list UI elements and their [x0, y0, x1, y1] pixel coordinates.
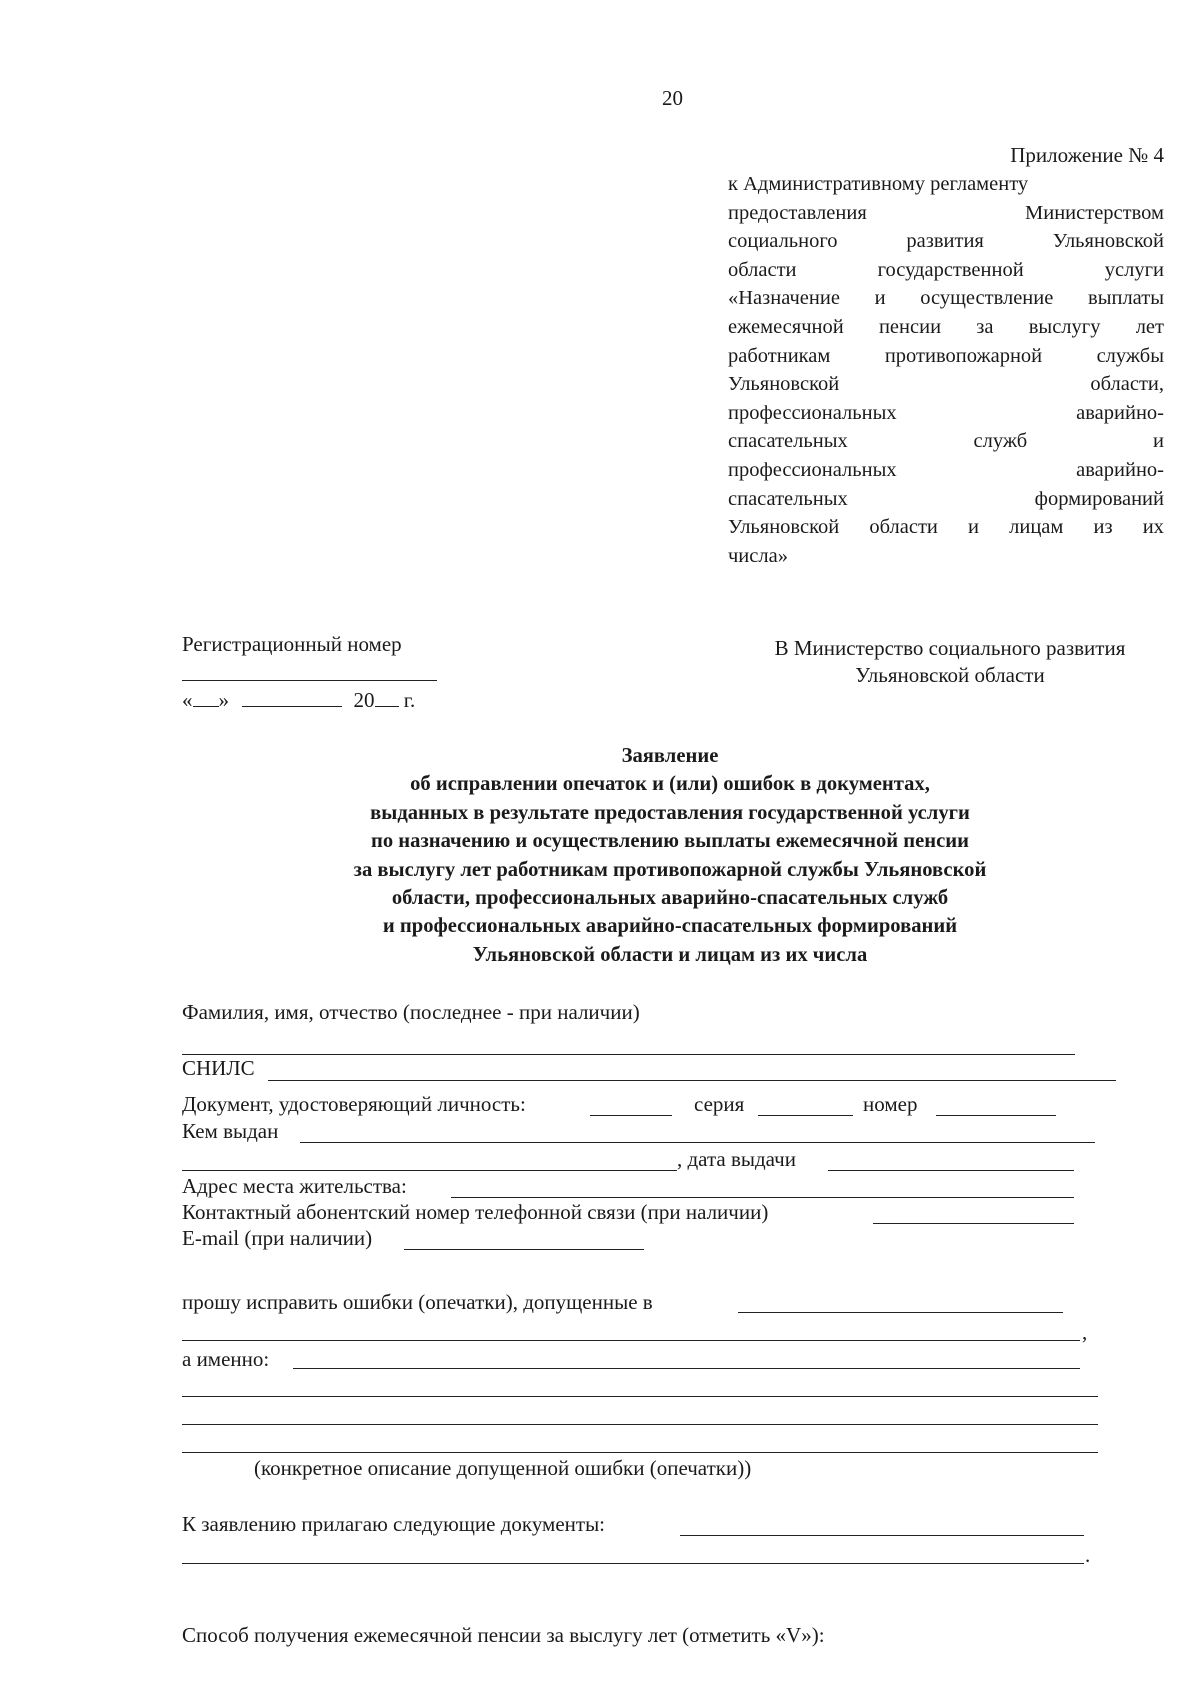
method-label: Способ получения ежемесячной пенсии за выслугу лет (отметить «V»): [182, 1623, 825, 1647]
appendix-word: пенсии [878, 315, 942, 338]
appendix-word: предоставления [728, 201, 867, 224]
fio-field-line[interactable] [182, 1054, 1075, 1055]
email-field-line[interactable] [404, 1249, 644, 1250]
issued-by-label: Кем выдан [182, 1119, 279, 1143]
appendix-line [728, 199, 1164, 228]
title-line: выданных в результате предоставления государственной услуги [370, 801, 970, 824]
year-suffix: г. [398, 688, 416, 712]
appendix-line [728, 256, 1164, 285]
namely-field-line[interactable] [293, 1368, 1080, 1369]
appendix-line [728, 370, 1164, 399]
request-document-line[interactable] [738, 1312, 1063, 1313]
day-blank[interactable] [193, 706, 219, 707]
appendix-word: за [976, 315, 994, 338]
appendix-word: аварийно- [1076, 458, 1164, 481]
appendix-line [728, 456, 1164, 485]
appendix-line [728, 427, 1164, 456]
date-quote-close: » [218, 688, 229, 712]
series-field-line[interactable] [758, 1115, 853, 1116]
appendix-word: области, [1090, 373, 1164, 396]
appendix-word: ежемесячной [728, 315, 844, 338]
id-doc-label: Документ, удостоверяющий личность: [182, 1092, 526, 1116]
appendix-word: и [874, 287, 886, 310]
appendix-line [728, 399, 1164, 428]
appendix-word: Ульяновской [728, 516, 840, 539]
title-line: и профессиональных аварийно-спасательных формирований [382, 915, 958, 938]
appendix-word: к Административному регламенту [728, 173, 1029, 195]
issued-by-field-line[interactable] [300, 1142, 1095, 1143]
attach-label: К заявлению прилагаю следующие документы: [182, 1512, 606, 1536]
appendix-word: работникам [728, 344, 831, 367]
issue-date-label: , дата выдачи [677, 1147, 796, 1171]
appendix-word: развития [906, 230, 984, 253]
appendix-word: государственной [877, 258, 1024, 281]
appendix-word: спасательных [728, 430, 848, 453]
appendix-line [728, 485, 1164, 514]
attach-period: . [1085, 1543, 1091, 1567]
title-line: области, профессиональных аварийно-спасательных служб [391, 887, 949, 910]
year-blank[interactable] [375, 706, 399, 707]
addressee [745, 635, 1155, 689]
appendix-word: Ульяновской [1052, 230, 1164, 253]
appendix-word: области [728, 258, 797, 281]
registration-date [182, 688, 415, 713]
appendix-word: из [1093, 516, 1113, 539]
appendix-word: противопожарной [884, 344, 1043, 367]
phone-field-line[interactable] [873, 1223, 1074, 1224]
appendix-word: спасательных [728, 487, 848, 510]
appendix-line [728, 513, 1164, 542]
appendix-word: социального [728, 230, 838, 253]
title-line: Ульяновской области и лицам из их числа [472, 943, 868, 966]
appendix-word: числа» [728, 544, 788, 567]
page-number: 20 [662, 86, 683, 110]
number-label: номер [863, 1092, 918, 1116]
appendix-line [728, 170, 1164, 199]
appendix-word: аварийно- [1076, 401, 1164, 424]
appendix-word: профессиональных [728, 401, 897, 424]
appendix-word: служб [973, 430, 1028, 453]
issued-by-continuation-line[interactable] [182, 1170, 677, 1171]
address-label: Адрес места жительства: [182, 1174, 407, 1198]
attach-continuation-line[interactable] [182, 1563, 1084, 1564]
number-field-line[interactable] [936, 1115, 1056, 1116]
appendix-line [728, 284, 1164, 313]
addressee-line-1: В Министерство социального развития [774, 636, 1126, 660]
id-doc-type-line[interactable] [590, 1115, 672, 1116]
namely-label: а именно: [182, 1347, 270, 1371]
issue-date-field-line[interactable] [828, 1170, 1074, 1171]
series-label: серия [694, 1092, 745, 1116]
snils-field-line[interactable] [268, 1080, 1116, 1081]
phone-label: Контактный абонентский номер телефонной связи (при наличии) [182, 1200, 769, 1224]
title-line: об исправлении опечаток и (или) ошибок в документах, [410, 773, 930, 796]
appendix-word: Ульяновской [728, 373, 840, 396]
error-description-line-1[interactable] [182, 1396, 1098, 1397]
appendix-word: Министерством [1025, 201, 1164, 224]
registration-label: Регистрационный номер [182, 632, 402, 656]
appendix-word: услуги [1104, 258, 1164, 281]
appendix-word: лицам [1009, 516, 1064, 539]
appendix-word: профессиональных [728, 458, 897, 481]
error-description-hint: (конкретное описание допущенной ошибки (опечатки)) [254, 1456, 752, 1480]
title-line: по назначению и осуществлению выплаты ежемесячной пенсии [370, 830, 970, 853]
address-field-line[interactable] [451, 1197, 1074, 1198]
appendix-word: лет [1135, 315, 1164, 338]
year-prefix: 20 [353, 688, 375, 712]
appendix-word: и [1153, 430, 1164, 453]
appendix-line [728, 342, 1164, 371]
application-title [220, 742, 1120, 969]
attach-field-line[interactable] [680, 1535, 1084, 1536]
appendix-word: выплаты [1088, 287, 1164, 310]
appendix-line [728, 227, 1164, 256]
appendix-word: и [968, 516, 979, 539]
snils-label: СНИЛС [182, 1056, 255, 1080]
appendix-word: осуществление [920, 287, 1054, 310]
error-description-line-2[interactable] [182, 1424, 1098, 1425]
appendix-word: «Назначение [728, 287, 840, 310]
appendix-word: их [1142, 516, 1164, 539]
appendix-word: формирований [1034, 487, 1164, 510]
error-description-line-3[interactable] [182, 1452, 1098, 1453]
date-quote-open: « [182, 688, 193, 712]
fio-label: Фамилия, имя, отчество (последнее - при наличии) [182, 1000, 640, 1024]
addressee-line-2: Ульяновской области [855, 663, 1045, 687]
appendix-title: Приложение № 4 [1010, 143, 1164, 167]
appendix-word: области [869, 516, 938, 539]
appendix-line [728, 313, 1164, 342]
appendix-caption [728, 170, 1164, 570]
title-heading: Заявление [621, 745, 719, 767]
month-blank[interactable] [242, 706, 342, 707]
request-label: прошу исправить ошибки (опечатки), допущенные в [182, 1290, 653, 1314]
request-comma: , [1082, 1320, 1088, 1344]
email-label: E-mail (при наличии) [182, 1226, 373, 1250]
appendix-line [728, 542, 1164, 571]
appendix-word: выслугу [1028, 315, 1101, 338]
appendix-word: службы [1096, 344, 1164, 367]
registration-number-line[interactable] [182, 680, 437, 681]
request-continuation-line[interactable] [182, 1340, 1080, 1341]
title-line: за выслугу лет работникам противопожарной службы Ульяновской [353, 858, 987, 881]
